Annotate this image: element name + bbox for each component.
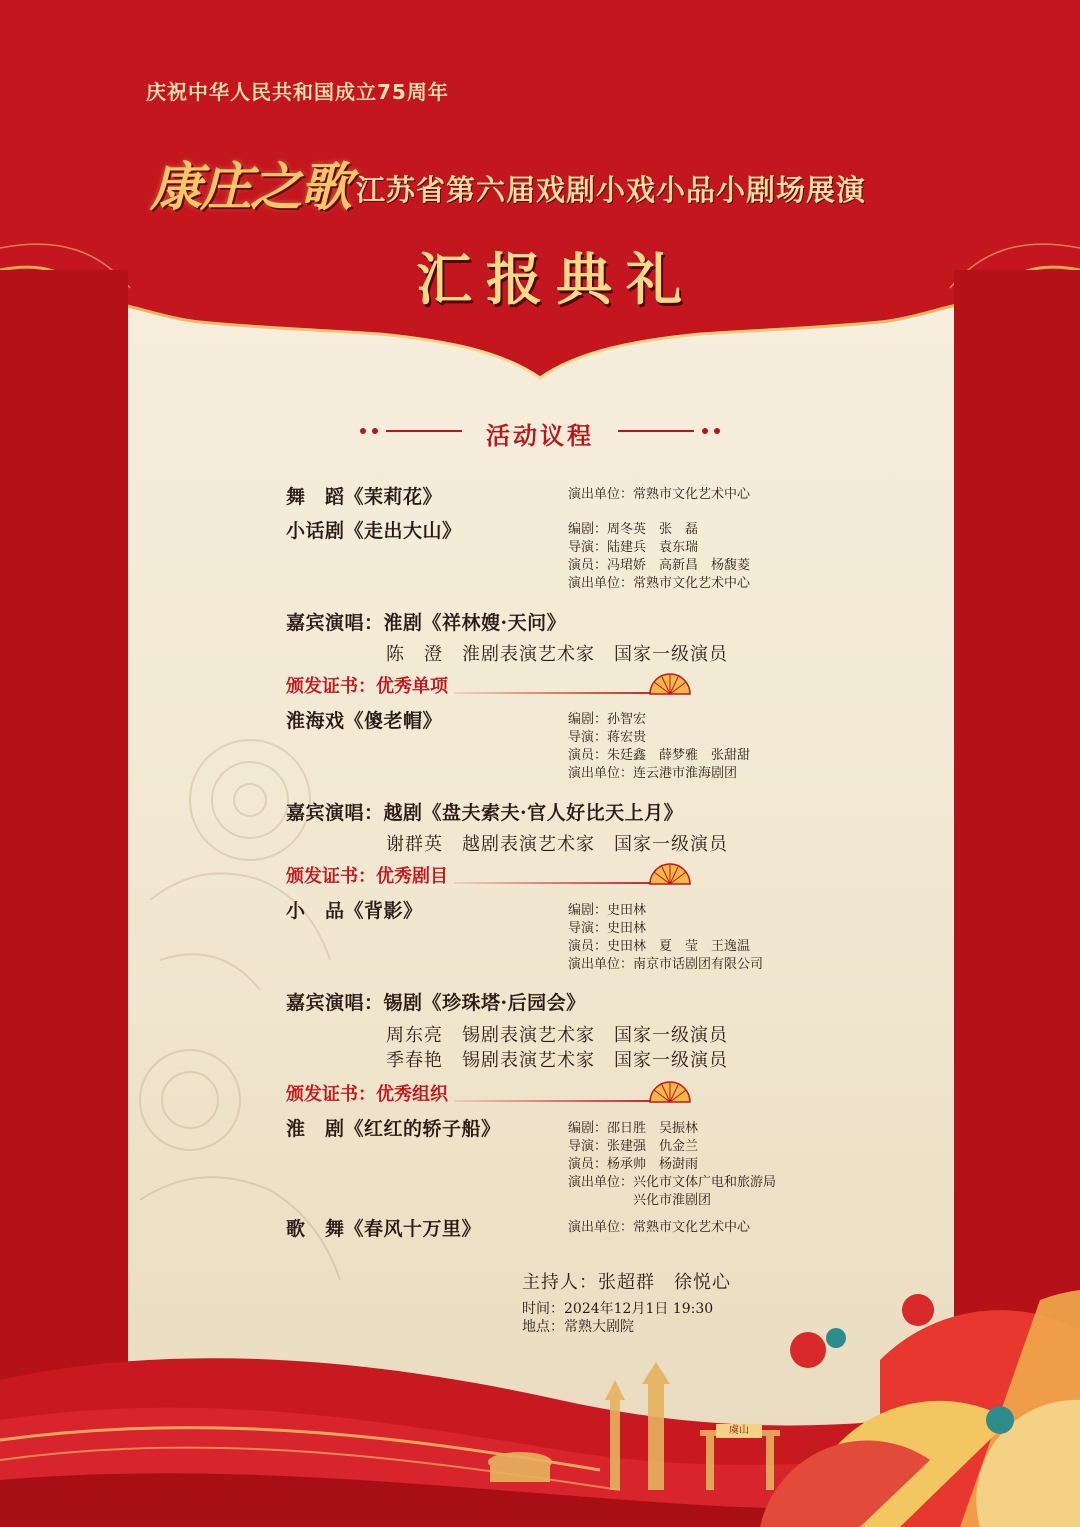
- program-credit: 演员：朱廷鑫 薛梦雅 张甜甜: [568, 748, 751, 763]
- program-title: 舞 蹈《茉莉花》: [286, 486, 443, 508]
- agenda-heading: 活动议程: [486, 421, 594, 450]
- program-credit: 演出单位：兴化市文体广电和旅游局: [568, 1175, 777, 1190]
- program-credit: 导演：蒋宏贵: [568, 730, 647, 745]
- program-credit: 编剧：周冬英 张 磊: [568, 522, 699, 537]
- award-row: [286, 862, 696, 888]
- program-credit: 演员：冯珺娇 高新昌 杨馥菱: [568, 558, 751, 573]
- award-row: [286, 1080, 696, 1106]
- program-credit: 兴化市淮剧团: [568, 1193, 712, 1208]
- ceremony-title: 汇报典礼: [416, 247, 696, 313]
- program-title: 淮 剧《红红的轿子船》: [286, 1118, 501, 1140]
- guest-performance-title: 嘉宾演唱：淮剧《祥林嫂·天问》: [286, 612, 567, 634]
- program-credit: 编剧：孙智宏: [568, 712, 647, 727]
- program-credit: 演出单位：南京市话剧团有限公司: [568, 957, 764, 972]
- fan-icon: [648, 862, 692, 886]
- agenda-header: [360, 414, 720, 448]
- program-credit: 演员：史田林 夏 莹 王逸温: [568, 939, 751, 954]
- guest-performer: 谢群英 越剧表演艺术家 国家一级演员: [386, 834, 728, 855]
- ornament-dot: [372, 428, 378, 434]
- program-credit: 演出单位：常熟市文化艺术中心: [568, 1220, 751, 1235]
- award-underline: [454, 692, 674, 694]
- ornament-dot: [714, 428, 720, 434]
- program-credit: 编剧：史田林: [568, 903, 647, 918]
- program-title: 小 品《背影》: [286, 900, 423, 922]
- guest-performance-title: 嘉宾演唱：越剧《盘夫索夫·官人好比天上月》: [286, 802, 684, 824]
- program-title: 小话剧《走出大山》: [286, 520, 462, 542]
- award-underline: [454, 1100, 674, 1102]
- event-venue: 地点：常熟大剧院: [522, 1319, 634, 1335]
- brand-calligraphy-logo: 康庄之歌: [150, 157, 351, 218]
- event-time: 时间：2024年12月1日 19:30: [522, 1301, 714, 1317]
- program-title: 淮海戏《傻老帽》: [286, 710, 443, 732]
- award-label: 颁发证书：优秀剧目: [286, 866, 448, 887]
- ornament-dot: [702, 428, 708, 434]
- award-underline: [454, 882, 674, 884]
- program-credit: 导演：张建强 仇金兰: [568, 1139, 699, 1154]
- ornament-line-right: [618, 430, 694, 432]
- award-label: 颁发证书：优秀单项: [286, 676, 448, 697]
- event-title: 江苏省第六届戏剧小戏小品小剧场展演: [356, 173, 867, 207]
- guest-performer: 季春艳 锡剧表演艺术家 国家一级演员: [386, 1050, 728, 1071]
- program-credit: 演出单位：常熟市文化艺术中心: [568, 487, 751, 502]
- program-credit: 导演：史田林: [568, 921, 647, 936]
- anniversary-slogan: 庆祝中华人民共和国成立75周年: [146, 80, 449, 104]
- program-credit: 导演：陆建兵 袁东瑞: [568, 540, 699, 555]
- program-credit: 编剧：邵日胜 吴振林: [568, 1121, 699, 1136]
- guest-performer: 周东亮 锡剧表演艺术家 国家一级演员: [386, 1025, 728, 1046]
- fan-icon: [648, 672, 692, 696]
- guest-performer: 陈 澄 淮剧表演艺术家 国家一级演员: [386, 644, 728, 665]
- hosts: 主持人：张超群 徐悦心: [522, 1272, 731, 1293]
- ornament-line-left: [386, 430, 462, 432]
- program-credit: 演出单位：连云港市淮海剧团: [568, 766, 738, 781]
- program-credit: 演员：杨承帅 杨澍雨: [568, 1157, 699, 1172]
- program-credit: 演出单位：常熟市文化艺术中心: [568, 576, 751, 591]
- award-row: [286, 672, 696, 698]
- ornament-dot: [360, 428, 366, 434]
- program-title: 歌 舞《春风十万里》: [286, 1218, 482, 1240]
- fan-icon: [648, 1080, 692, 1104]
- gate-plaque: 虞山: [716, 1424, 762, 1438]
- award-label: 颁发证书：优秀组织: [286, 1084, 448, 1105]
- guest-performance-title: 嘉宾演唱：锡剧《珍珠塔·后园会》: [286, 992, 586, 1014]
